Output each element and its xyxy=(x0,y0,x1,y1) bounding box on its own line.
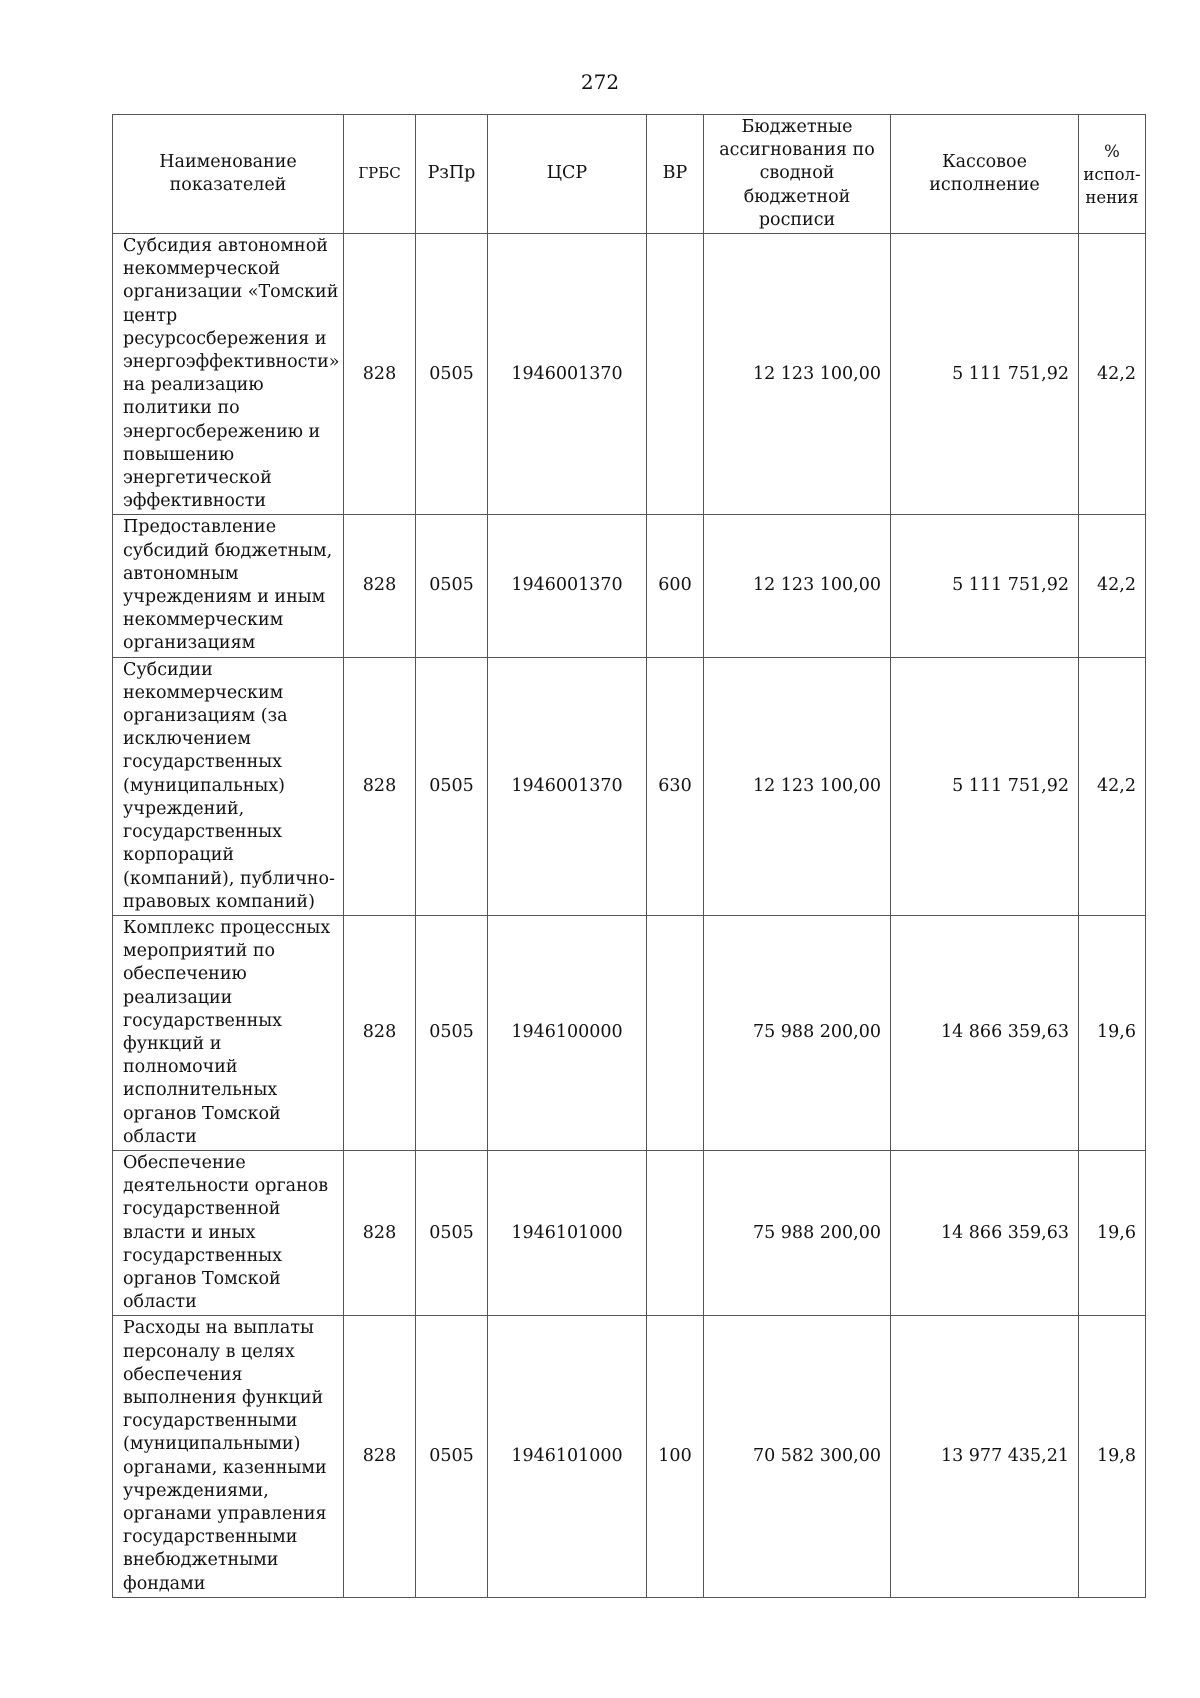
table-row xyxy=(113,1316,1146,1597)
header-cash: Кассовое исполнение xyxy=(891,115,1079,234)
row-vr xyxy=(647,234,704,515)
header-budget: Бюджетные ассигнования по сводной бюджетной росписи xyxy=(704,115,891,234)
row-cash: 5 111 751,92 xyxy=(891,657,1079,915)
row-cash: 5 111 751,92 xyxy=(891,234,1079,515)
row-budget: 75 988 200,00 xyxy=(704,1150,891,1315)
row-grbs: 828 xyxy=(344,234,416,515)
row-grbs: 828 xyxy=(344,515,416,657)
budget-execution-table xyxy=(112,114,1146,1598)
row-grbs: 828 xyxy=(344,1316,416,1597)
row-name: Предоставление субсидий бюджетным, автономным учреждениям и иным некоммерческим организациям xyxy=(113,515,344,657)
row-budget: 70 582 300,00 xyxy=(704,1316,891,1597)
row-name: Комплекс процессных мероприятий по обеспечению реализации государственных функций и полномочий исполнительных органов Томской области xyxy=(113,915,344,1150)
header-row xyxy=(113,115,1146,234)
row-pct: 19,6 xyxy=(1079,1150,1146,1315)
table-row xyxy=(113,1150,1146,1315)
row-vr xyxy=(647,1150,704,1315)
row-vr: 100 xyxy=(647,1316,704,1597)
row-vr xyxy=(647,915,704,1150)
row-pct: 42,2 xyxy=(1079,657,1146,915)
row-csr: 1946001370 xyxy=(488,234,647,515)
row-rzpr: 0505 xyxy=(416,915,488,1150)
row-grbs: 828 xyxy=(344,915,416,1150)
row-rzpr: 0505 xyxy=(416,515,488,657)
table-row xyxy=(113,515,1146,657)
header-pct: % испол-нения xyxy=(1079,115,1146,234)
table-row xyxy=(113,657,1146,915)
row-budget: 75 988 200,00 xyxy=(704,915,891,1150)
row-rzpr: 0505 xyxy=(416,1150,488,1315)
row-cash: 13 977 435,21 xyxy=(891,1316,1079,1597)
page-number: 272 xyxy=(580,70,620,94)
row-pct: 19,6 xyxy=(1079,915,1146,1150)
row-cash: 14 866 359,63 xyxy=(891,915,1079,1150)
row-name: Субсидия автономной некоммерческой организации «Томский центр ресурсосбережения и энергоэффективности» на реализацию политики по энергосбережению и повышению энергетической эффективности xyxy=(113,234,344,515)
row-cash: 5 111 751,92 xyxy=(891,515,1079,657)
row-csr: 1946100000 xyxy=(488,915,647,1150)
header-rzpr: РзПр xyxy=(416,115,488,234)
header-grbs: ГРБС xyxy=(344,115,416,234)
row-pct: 42,2 xyxy=(1079,234,1146,515)
row-name: Субсидии некоммерческим организациям (за исключением государственных (муниципальных) учреждений, государственных корпораций (компаний), публично-правовых компаний) xyxy=(113,657,344,915)
row-name: Обеспечение деятельности органов государственной власти и иных государственных органов Томской области xyxy=(113,1150,344,1315)
row-vr: 630 xyxy=(647,657,704,915)
row-rzpr: 0505 xyxy=(416,657,488,915)
header-vr: ВР xyxy=(647,115,704,234)
table-row xyxy=(113,234,1146,515)
row-grbs: 828 xyxy=(344,657,416,915)
row-cash: 14 866 359,63 xyxy=(891,1150,1079,1315)
header-name: Наименование показателей xyxy=(113,115,344,234)
header-csr: ЦСР xyxy=(488,115,647,234)
row-pct: 42,2 xyxy=(1079,515,1146,657)
table-row xyxy=(113,915,1146,1150)
row-csr: 1946001370 xyxy=(488,657,647,915)
row-pct: 19,8 xyxy=(1079,1316,1146,1597)
row-rzpr: 0505 xyxy=(416,1316,488,1597)
row-csr: 1946101000 xyxy=(488,1150,647,1315)
row-name: Расходы на выплаты персоналу в целях обеспечения выполнения функций государственными (муниципальными) органами, казенными учреждениями, органами управления государственными внебюджетными фондами xyxy=(113,1316,344,1597)
row-grbs: 828 xyxy=(344,1150,416,1315)
row-budget: 12 123 100,00 xyxy=(704,515,891,657)
row-budget: 12 123 100,00 xyxy=(704,657,891,915)
row-budget: 12 123 100,00 xyxy=(704,234,891,515)
row-vr: 600 xyxy=(647,515,704,657)
row-csr: 1946101000 xyxy=(488,1316,647,1597)
row-csr: 1946001370 xyxy=(488,515,647,657)
row-rzpr: 0505 xyxy=(416,234,488,515)
